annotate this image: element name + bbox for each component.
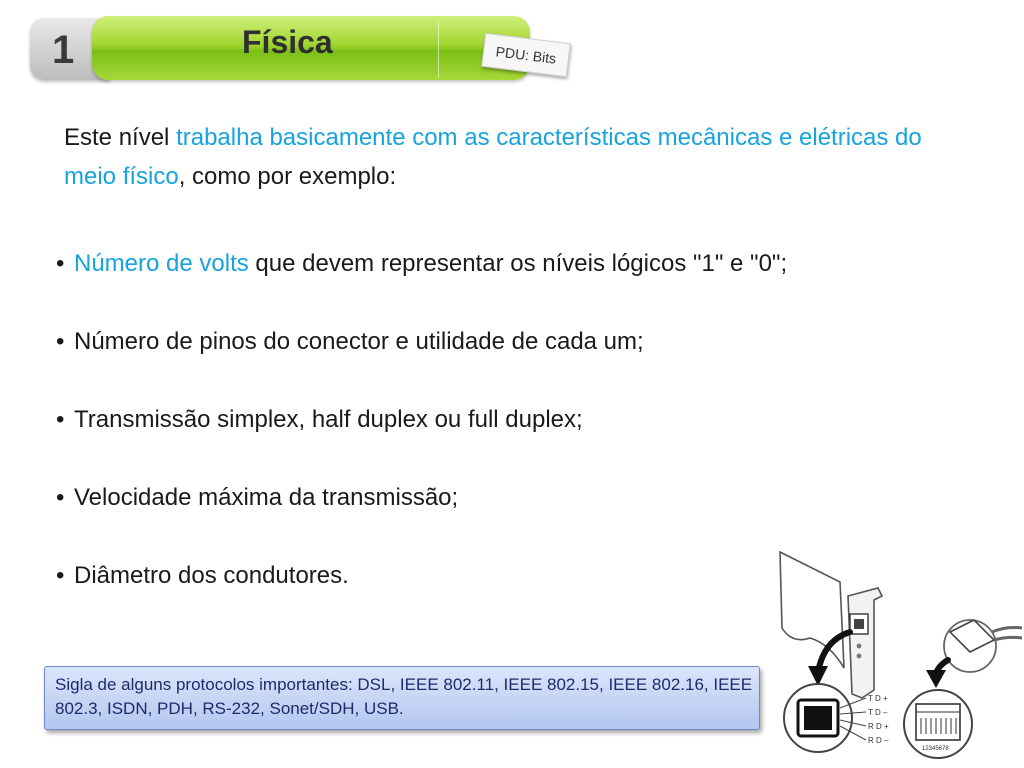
layer-title: Física [242,24,333,60]
pdu-note: PDU: Bits [481,33,571,77]
card-bracket [848,588,882,698]
list-item [56,484,458,512]
rj45-jack-inner [804,706,832,730]
pin-label: R D + [868,722,889,731]
card-board-outline [780,552,844,668]
bullet-dot: • [56,562,65,589]
intro-prefix: Este nível [64,124,177,151]
bullet-text: Diâmetro dos condutores. [74,562,349,589]
plug-face-icon [916,704,960,740]
intro-highlight: trabalha basicamente com as características mecânicas e elétricas do meio físico [64,124,922,190]
list-item [56,250,787,278]
pin-label: T D – [868,708,888,717]
intro-paragraph [64,118,964,196]
card-port-inner [854,619,864,629]
cable-icon [994,637,1022,640]
intro-suffix: , como por exemplo: [178,163,397,190]
bullet-text: Velocidade máxima da transmissão; [74,484,459,511]
title-bar-divider [438,22,439,78]
protocols-callout [44,666,760,730]
card-led-icon [857,644,862,649]
layer-banner [30,14,532,82]
bullet-text: Número de pinos do conector e utilidade de cada um; [74,328,644,355]
pin-label: T D + [868,694,888,703]
network-card-illustration [770,548,1024,762]
bullet-dot: • [56,328,65,355]
cable-icon [992,628,1022,633]
bullet-text: Transmissão simplex, half duplex ou full duplex; [74,406,583,433]
plug-code: 12345678 [922,746,949,752]
protocols-text: Sigla de alguns protocolos importantes: DSL, IEEE 802.11, IEEE 802.15, IEEE 802.16, IEEE 802.3, ISDN, PDH, RS-232, Sonet/SDH, USB. [55,675,753,718]
list-item [56,406,583,434]
list-item [56,328,644,356]
plug-arrow-head [926,670,946,688]
bullet-highlight: Número de volts [74,250,249,277]
bullet-dot: • [56,406,65,433]
bullet-dot: • [56,484,65,511]
bullet-text: que devem representar os níveis lógicos "1" e "0"; [248,250,788,277]
pin-label: R D – [868,736,889,745]
bullet-dot: • [56,250,65,277]
card-led-icon [857,654,862,659]
list-item [56,562,349,590]
layer-number: 1 [52,28,75,72]
